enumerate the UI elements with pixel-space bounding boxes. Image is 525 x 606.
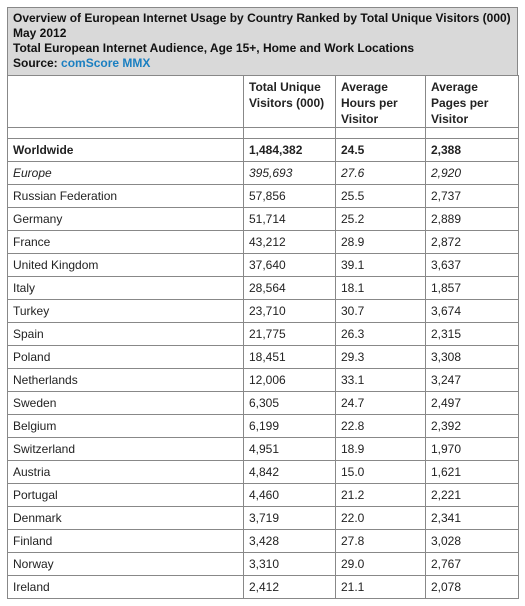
source-label: Source:	[13, 56, 62, 70]
cell-pages: 2,497	[426, 392, 519, 415]
title-line-3: Total European Internet Audience, Age 15+, Home and Work Locations	[13, 41, 415, 55]
cell-pages: 2,388	[426, 139, 519, 162]
table-body	[8, 128, 519, 599]
cell-visitors: 2,412	[244, 576, 336, 599]
cell-visitors: 12,006	[244, 369, 336, 392]
table-row	[8, 369, 519, 392]
table-row	[8, 553, 519, 576]
cell-visitors: 4,842	[244, 461, 336, 484]
cell-pages: 2,737	[426, 185, 519, 208]
cell-visitors: 6,305	[244, 392, 336, 415]
table-row	[8, 277, 519, 300]
cell-visitors: 43,212	[244, 231, 336, 254]
table-header	[7, 7, 518, 75]
cell-country: Poland	[8, 346, 244, 369]
cell-country: France	[8, 231, 244, 254]
cell-visitors: 1,484,382	[244, 139, 336, 162]
table-row	[8, 300, 519, 323]
table-row	[8, 231, 519, 254]
cell-hours: 15.0	[336, 461, 426, 484]
cell-hours: 18.1	[336, 277, 426, 300]
column-header-hours: Average Hours per Visitor	[336, 76, 426, 128]
table-row	[8, 576, 519, 599]
cell-hours: 18.9	[336, 438, 426, 461]
cell-visitors: 23,710	[244, 300, 336, 323]
cell-visitors: 28,564	[244, 277, 336, 300]
cell-pages: 1,621	[426, 461, 519, 484]
cell-pages: 3,674	[426, 300, 519, 323]
cell-pages: 2,392	[426, 415, 519, 438]
table-row	[8, 208, 519, 231]
cell-hours: 33.1	[336, 369, 426, 392]
cell-country: Turkey	[8, 300, 244, 323]
cell-hours: 29.0	[336, 553, 426, 576]
cell-hours: 27.8	[336, 530, 426, 553]
cell-hours: 29.3	[336, 346, 426, 369]
cell-visitors: 395,693	[244, 162, 336, 185]
column-header-visitors: Total Unique Visitors (000)	[244, 76, 336, 128]
cell-hours: 27.6	[336, 162, 426, 185]
table-row	[8, 438, 519, 461]
table-row	[8, 323, 519, 346]
cell-hours: 39.1	[336, 254, 426, 277]
cell-visitors: 3,310	[244, 553, 336, 576]
cell-country: Russian Federation	[8, 185, 244, 208]
cell-pages: 2,920	[426, 162, 519, 185]
cell-hours: 28.9	[336, 231, 426, 254]
cell-country: Germany	[8, 208, 244, 231]
cell-pages: 2,872	[426, 231, 519, 254]
cell-hours: 22.0	[336, 507, 426, 530]
table-row	[8, 461, 519, 484]
column-header-row	[8, 76, 519, 128]
cell-hours: 25.2	[336, 208, 426, 231]
cell-pages: 2,221	[426, 484, 519, 507]
cell-visitors: 18,451	[244, 346, 336, 369]
usage-table	[7, 75, 519, 599]
cell-hours: 24.7	[336, 392, 426, 415]
cell-pages: 3,247	[426, 369, 519, 392]
report-container	[7, 7, 518, 599]
cell-visitors: 6,199	[244, 415, 336, 438]
cell-country: Switzerland	[8, 438, 244, 461]
cell-pages: 1,970	[426, 438, 519, 461]
cell-pages: 2,341	[426, 507, 519, 530]
title-line-1: Overview of European Internet Usage by Country Ranked by Total Unique Visitors (000)	[13, 11, 511, 25]
cell-pages: 3,308	[426, 346, 519, 369]
table-row	[8, 139, 519, 162]
cell-pages: 3,637	[426, 254, 519, 277]
cell-visitors: 51,714	[244, 208, 336, 231]
cell-country: Netherlands	[8, 369, 244, 392]
cell-visitors: 21,775	[244, 323, 336, 346]
cell-country: Finland	[8, 530, 244, 553]
table-row	[8, 484, 519, 507]
table-row	[8, 254, 519, 277]
cell-country: Italy	[8, 277, 244, 300]
spacer-row	[8, 128, 519, 139]
source-line	[13, 56, 512, 71]
cell-visitors: 4,460	[244, 484, 336, 507]
table-row	[8, 530, 519, 553]
cell-country: Spain	[8, 323, 244, 346]
cell-hours: 24.5	[336, 139, 426, 162]
cell-country: Europe	[8, 162, 244, 185]
table-row	[8, 185, 519, 208]
cell-pages: 2,889	[426, 208, 519, 231]
cell-hours: 21.2	[336, 484, 426, 507]
cell-country: Portugal	[8, 484, 244, 507]
cell-hours: 22.8	[336, 415, 426, 438]
cell-hours: 30.7	[336, 300, 426, 323]
cell-pages: 3,028	[426, 530, 519, 553]
cell-visitors: 4,951	[244, 438, 336, 461]
cell-country: Denmark	[8, 507, 244, 530]
cell-country: Belgium	[8, 415, 244, 438]
cell-hours: 25.5	[336, 185, 426, 208]
source-link[interactable]: comScore MMX	[61, 56, 151, 70]
cell-country: United Kingdom	[8, 254, 244, 277]
cell-visitors: 57,856	[244, 185, 336, 208]
cell-pages: 2,315	[426, 323, 519, 346]
table-row	[8, 392, 519, 415]
cell-visitors: 3,719	[244, 507, 336, 530]
cell-pages: 1,857	[426, 277, 519, 300]
cell-country: Ireland	[8, 576, 244, 599]
cell-country: Norway	[8, 553, 244, 576]
column-header-country	[8, 76, 244, 128]
cell-pages: 2,078	[426, 576, 519, 599]
cell-hours: 21.1	[336, 576, 426, 599]
title-line-2: May 2012	[13, 26, 67, 40]
cell-hours: 26.3	[336, 323, 426, 346]
table-row	[8, 162, 519, 185]
table-row	[8, 415, 519, 438]
cell-country: Sweden	[8, 392, 244, 415]
table-row	[8, 346, 519, 369]
table-row	[8, 507, 519, 530]
cell-pages: 2,767	[426, 553, 519, 576]
cell-country: Austria	[8, 461, 244, 484]
cell-country: Worldwide	[8, 139, 244, 162]
column-header-pages: Average Pages per Visitor	[426, 76, 519, 128]
cell-visitors: 37,640	[244, 254, 336, 277]
cell-visitors: 3,428	[244, 530, 336, 553]
